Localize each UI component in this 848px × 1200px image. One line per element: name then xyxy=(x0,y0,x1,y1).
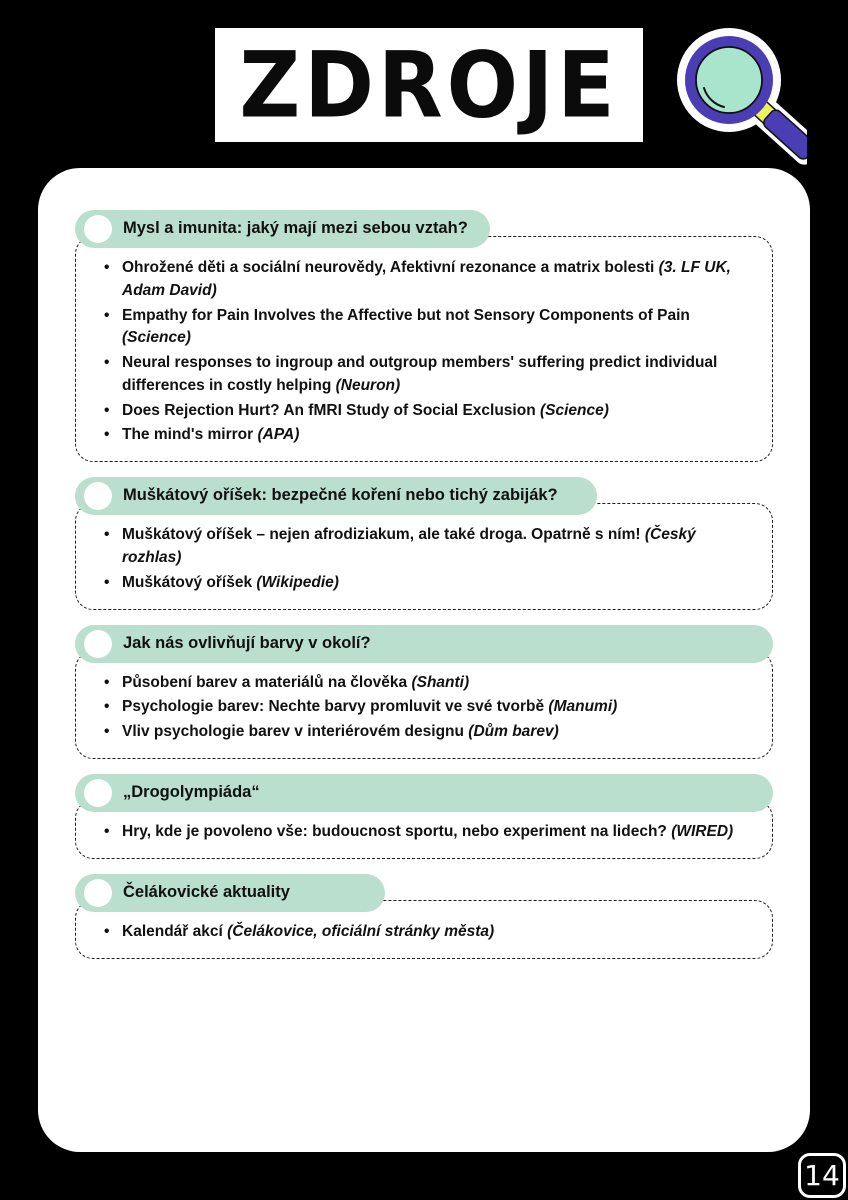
content-card xyxy=(38,168,810,1152)
section-title: Jak nás ovlivňují barvy v okolí? xyxy=(123,633,371,652)
source-item-text: Ohrožené děti a sociální neurovědy, Afektivní rezonance a matrix bolesti xyxy=(122,259,659,276)
section-mysl-a-imunita xyxy=(75,210,773,462)
source-item-attribution: (3. LF UK, Adam David) xyxy=(122,259,731,299)
section-celakovicke-aktuality xyxy=(75,874,773,959)
source-item xyxy=(96,524,754,570)
source-item-attribution: (WIRED) xyxy=(671,822,734,840)
page-title-box xyxy=(215,28,643,142)
circle-bullet-icon xyxy=(84,482,112,510)
circle-bullet-icon xyxy=(84,879,112,907)
source-item-text: Kalendář akcí xyxy=(122,922,228,940)
source-item xyxy=(96,352,754,398)
page-number-badge xyxy=(798,1153,846,1198)
source-item-attribution: (Český rozhlas) xyxy=(122,526,696,567)
source-item-text: Působení barev a materiálů na člověka xyxy=(122,673,412,691)
circle-bullet-icon xyxy=(84,630,112,658)
source-item xyxy=(96,921,754,944)
section-header-pill xyxy=(75,210,490,248)
source-item xyxy=(96,400,754,423)
source-item-text: Muškátový oříšek – nejen afrodiziakum, ale také droga. Opatrně s ním! xyxy=(122,526,645,544)
source-item-attribution: (Science) xyxy=(122,329,191,347)
section-title: „Drogolympiáda“ xyxy=(123,782,260,801)
source-list xyxy=(96,672,754,744)
source-item-attribution: (Neuron) xyxy=(335,376,401,394)
source-item-text: Empathy for Pain Involves the Affective but not Sensory Components of Pain xyxy=(122,306,690,324)
section-title: Mysl a imunita: jaký mají mezi sebou vztah? xyxy=(123,219,468,237)
section-drogolympiada xyxy=(75,774,773,859)
source-list xyxy=(96,524,754,594)
section-header-pill xyxy=(75,625,773,663)
section-header-pill xyxy=(75,874,385,912)
section-title: Muškátový oříšek: bezpečné koření nebo tichý zabiják? xyxy=(123,486,558,505)
source-item xyxy=(96,696,754,719)
source-item xyxy=(96,257,754,303)
source-item-text: Does Rejection Hurt? An fMRI Study of Social Exclusion xyxy=(122,401,540,419)
section-muskatovy-orisek xyxy=(75,477,773,609)
source-item xyxy=(96,572,754,595)
source-item-attribution: (Čelákovice, oficiální stránky města) xyxy=(227,922,495,940)
source-item-attribution: (APA) xyxy=(257,426,300,444)
source-item xyxy=(96,672,754,695)
source-item-attribution: (Shanti) xyxy=(411,673,470,691)
source-list xyxy=(96,821,754,844)
section-barvy xyxy=(75,625,773,759)
source-item xyxy=(96,721,754,744)
source-item xyxy=(96,305,754,351)
source-item-attribution: (Dům barev) xyxy=(468,723,559,741)
magnifying-glass-icon xyxy=(672,18,807,173)
circle-bullet-icon xyxy=(84,215,112,243)
source-item-text: Muškátový oříšek xyxy=(122,573,257,591)
source-box xyxy=(75,651,773,759)
source-item-text: Vliv psychologie barev v interiérovém designu xyxy=(122,723,469,741)
source-item-text: The mind's mirror xyxy=(122,426,258,444)
source-item-text: Psychologie barev: Nechte barvy promluvit ve své tvorbě xyxy=(122,698,549,716)
source-item-attribution: (Wikipedie) xyxy=(256,573,339,591)
source-item-text: Hry, kde je povoleno vše: budoucnost sportu, nebo experiment na lidech? xyxy=(122,822,672,840)
source-item-attribution: (Manumi) xyxy=(548,698,618,716)
page-title: ZDROJE xyxy=(239,32,619,138)
source-item-attribution: (Science) xyxy=(539,401,609,419)
source-item-text: Neural responses to ingroup and outgroup members' suffering predict individual differences in costly helping xyxy=(122,354,718,394)
circle-bullet-icon xyxy=(84,779,112,807)
source-item xyxy=(96,821,754,844)
section-header-pill xyxy=(75,477,597,515)
page-number: 14 xyxy=(804,1159,840,1192)
section-title: Čelákovické aktuality xyxy=(123,882,290,901)
source-box xyxy=(75,236,773,462)
source-list xyxy=(96,921,754,944)
section-header-pill xyxy=(75,774,773,812)
source-box xyxy=(75,503,773,609)
source-item xyxy=(96,424,754,447)
source-list xyxy=(96,257,754,447)
